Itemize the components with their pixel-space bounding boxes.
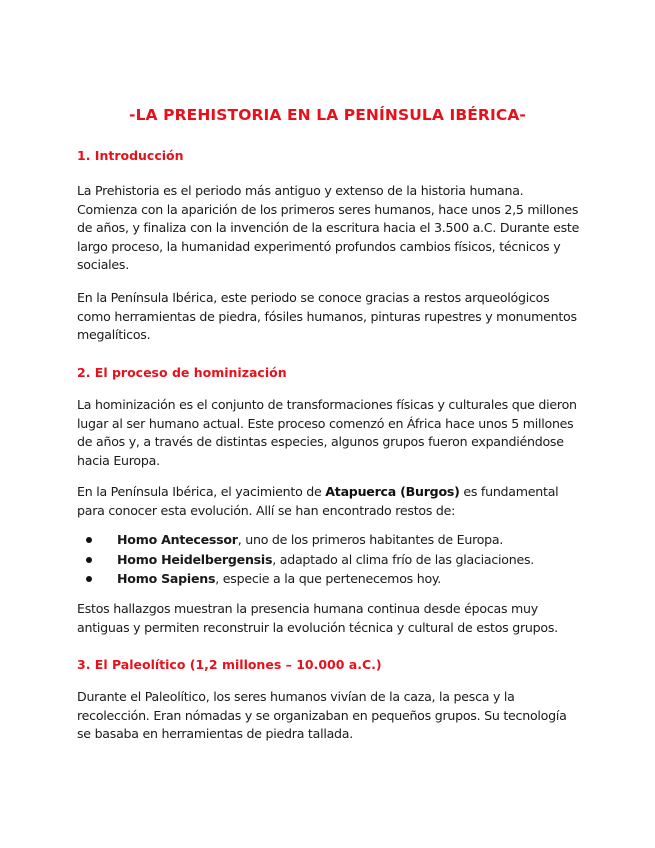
paragraph-atapuerca — [77, 483, 582, 520]
paragraph-hallazgos: Estos hallazgos muestran la presencia humana continua desde épocas muy antiguas y permiten reconstruir la evolución técnica y cultural de estos grupos. — [77, 601, 558, 635]
species-description: , uno de los primeros habitantes de Europa. — [237, 532, 504, 547]
species-name: Homo Heidelbergensis — [117, 551, 273, 567]
section-heading-introduccion: 1. Introducción — [77, 148, 184, 163]
paragraph-intro-2: En la Península Ibérica, este periodo se conoce gracias a restos arqueológicos como herramientas de piedra, fósiles humanos, pinturas rupestres y monumentos megalíticos. — [77, 290, 577, 343]
atapuerca-bold: Atapuerca (Burgos) — [325, 484, 460, 499]
species-name: Homo Sapiens — [117, 571, 216, 586]
paragraph-intro-1: La Prehistoria es el periodo más antiguo y extenso de la historia humana. Comienza con la aparición de los primeros seres humanos, hace unos 2,5 millones de años, y finaliza con la invención de la escritura hacia el 3.500 a.C. Durante este largo proceso, la humanidad experimentó profundos cambios físicos, técnicos y sociales. — [77, 183, 580, 273]
list-item — [77, 550, 582, 570]
species-description: , adaptado al clima frío de las glaciaciones. — [272, 551, 535, 567]
atapuerca-before: En la Península Ibérica, el yacimiento de — [77, 484, 326, 499]
paragraph-hominizacion-1: La hominización es el conjunto de transformaciones físicas y culturales que dieron lugar al ser humano actual. Este proceso comenzó en África hace unos 5 millones de años y, a través de distintas especies, algunos grupos fueron expandiéndose hacia Europa. — [77, 397, 577, 468]
section-heading-paleolitico: 3. El Paleolítico (1,2 millones – 10.000 a.C.) — [77, 657, 382, 672]
species-description: , especie a la que pertenecemos hoy. — [215, 571, 442, 586]
species-name: Homo Antecessor — [117, 532, 238, 547]
paragraph-paleolitico: Durante el Paleolítico, los seres humanos vivían de la caza, la pesca y la recolección. Eran nómadas y se organizaban en pequeños grupos. Su tecnología se basaba en herramientas de piedra tallada. — [77, 689, 567, 742]
list-item — [77, 569, 582, 589]
species-list — [77, 530, 582, 589]
list-item — [77, 530, 582, 550]
document-title: -LA PREHISTORIA EN LA PENÍNSULA IBÉRICA- — [129, 106, 526, 124]
section-heading-hominizacion: 2. El proceso de hominización — [77, 365, 287, 380]
atapuerca-after: es fundamental para conocer esta evolución. Allí se han encontrado restos de: — [77, 484, 559, 518]
